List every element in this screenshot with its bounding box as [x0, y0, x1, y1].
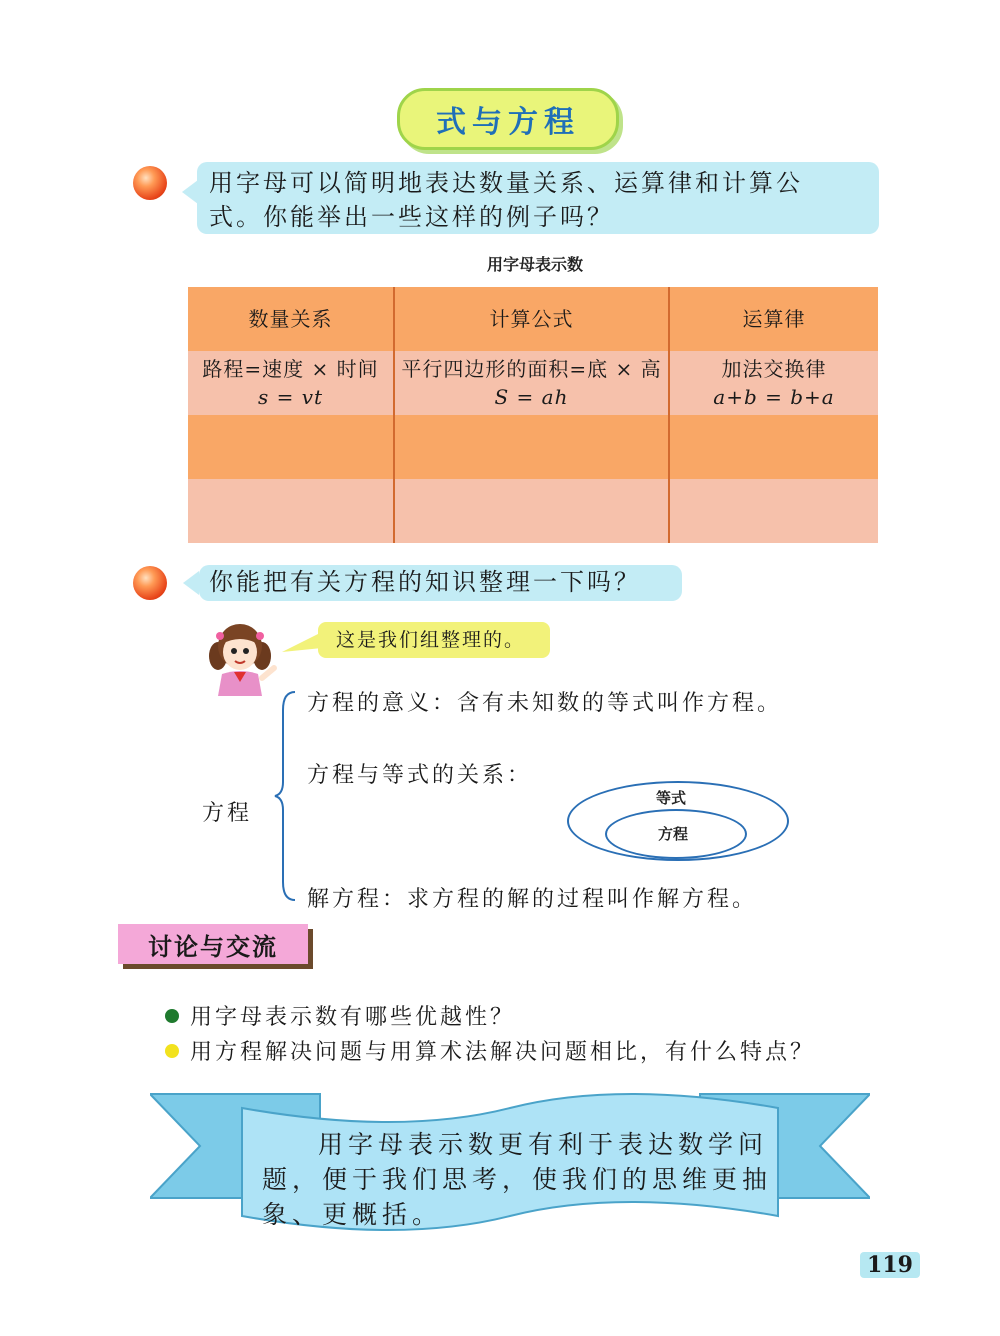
prompt-1-line-2: 式。你能举出一些这样的例子吗？	[209, 203, 614, 231]
equation-solving: 解方程：求方程的解的过程叫作解方程。	[307, 887, 758, 912]
equation-relation: 方程与等式的关系：	[307, 763, 533, 788]
green-dot-icon	[165, 1009, 179, 1023]
cell-formula: s = vt	[257, 385, 324, 409]
table-cell-empty	[668, 415, 878, 479]
discussion-item: 用字母表示数有哪些优越性？	[190, 1005, 516, 1030]
orange-ball-icon	[133, 566, 167, 600]
table-cell	[188, 351, 393, 415]
venn-inner-label: 方程	[658, 825, 689, 843]
table-header-cell: 计算公式	[393, 287, 668, 351]
prompt-1-line-1: 用字母可以简明地表达数量关系、运算律和计算公	[209, 169, 803, 197]
table-cell-empty	[188, 479, 393, 543]
prompt-bubble-1	[197, 162, 879, 234]
table-cell-empty	[668, 479, 878, 543]
ribbon-line-1: 用字母表示数更有利于表达数学问	[318, 1130, 769, 1159]
venn-outer-label: 等式	[656, 789, 687, 807]
ribbon-line-2: 题，便于我们思考，使我们的思维更抽	[262, 1165, 773, 1194]
ribbon-line-3: 象、更概括。	[262, 1200, 443, 1229]
letters-table	[188, 287, 878, 543]
table-cell	[668, 351, 878, 415]
table-caption: 用字母表示数	[486, 255, 583, 274]
left-brace	[273, 690, 297, 902]
speech-bubble: 这是我们组整理的。	[318, 622, 550, 658]
discussion-tag: 讨论与交流	[118, 924, 308, 964]
bubble-tail	[182, 180, 198, 204]
table-header-cell: 数量关系	[188, 287, 393, 351]
table-header-cell: 运算律	[668, 287, 878, 351]
yellow-dot-icon	[165, 1044, 179, 1058]
cell-text: 路程=速度 × 时间	[202, 357, 379, 381]
section-title: 式与方程	[397, 88, 619, 150]
cell-text: 加法交换律	[721, 357, 827, 381]
table-cell	[393, 351, 668, 415]
bubble-tail	[183, 571, 199, 595]
discussion-item: 用方程解决问题与用算术法解决问题相比，有什么特点？	[190, 1040, 816, 1065]
table-cell-empty	[393, 479, 668, 543]
speech-tail	[282, 632, 322, 654]
ribbon-text	[262, 1127, 782, 1232]
table-cell-empty	[188, 415, 393, 479]
cell-formula: S = ah	[494, 385, 569, 409]
orange-ball-icon	[133, 166, 167, 200]
equation-meaning: 方程的意义：含有未知数的等式叫作方程。	[307, 691, 783, 716]
table-cell-empty	[393, 415, 668, 479]
prompt-bubble-2: 你能把有关方程的知识整理一下吗？	[199, 565, 682, 601]
page-number: 119	[860, 1252, 920, 1278]
girl-avatar-icon	[200, 618, 280, 696]
equation-label: 方程	[202, 801, 253, 826]
cell-formula: a+b = b+a	[713, 385, 835, 409]
cell-text: 平行四边形的面积=底 × 高	[401, 357, 662, 381]
